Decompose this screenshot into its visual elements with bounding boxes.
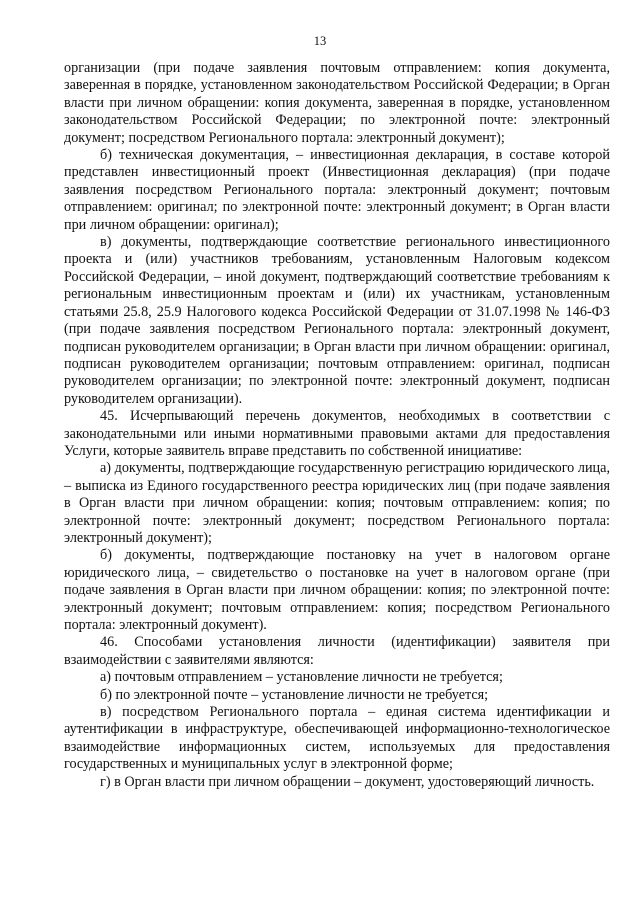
paragraph-item-b-email: б) по электронной почте – установление личности не требуется;: [100, 686, 489, 703]
paragraph-section-45: 45. Исчерпывающий перечень документов, необходимых в соответствии с законодательными или иными нормативными правовыми актами для предоставления Услуги, которые заявитель вправе представить по собственной инициативе:: [64, 408, 610, 459]
paragraph-item-b-technical-docs: б) техническая документация, – инвестиционная декларация, в составе которой представлен инвестиционный проект (Инвестиционная декларация) (при подаче заявления посредством Регионального портала: электронный документ; почтовым отправлением: оригинал; по электронной почте: электронный документ; в Орган власти при личном обращении: оригинал);: [64, 147, 610, 233]
paragraph-item-a-post: а) почтовым отправлением – установление личности не требуется;: [100, 669, 503, 686]
paragraph-item-v-portal: в) посредством Регионального портала – единая система идентификации и аутентификации в инфраструктуре, обеспечивающей информационно-технологическое взаимодействие информационных систем, используемых для предоставления государственных и муниципальных услуг в электронной форме;: [64, 704, 610, 773]
paragraph-item-g-in-person: г) в Орган власти при личном обращении – документ, удостоверяющий личность.: [100, 773, 595, 790]
paragraph-item-a-registration: а) документы, подтверждающие государственную регистрацию юридического лица, – выписка из Единого государственного реестра юридических лиц (при подаче заявления в Орган власти при личном обращении: копия; почтовым отправлением: копия; по электронной почте: электронный документ; посредством Регионального портала: электронный документ);: [64, 460, 610, 546]
paragraph-section-46: 46. Способами установления личности (идентификации) заявителя при взаимодействии с заявителями являются:: [64, 634, 610, 668]
paragraph-item-v-compliance-docs: в) документы, подтверждающие соответствие регионального инвестиционного проекта и (или) участников требованиям, установленным Налоговым кодексом Российской Федерации, – иной документ, подтверждающий соответствие требованиям к региональным инвестиционным проектам и (или) их участникам, установленным статьями 25.8, 25.9 Налогового кодекса Российской Федерации от 31.07.1998 № 146-ФЗ (при подаче заявления посредством Регионального портала: электронный документ, подписан руководителем организации; в Орган власти при личном обращении: оригинал, подписан руководителем организации; почтовым отправлением: оригинал, подписан руководителем организации; по электронной почте: электронный документ, подписан руководителем организации).: [64, 234, 610, 407]
document-body: [64, 60, 610, 791]
paragraph-continuation: организации (при подаче заявления почтовым отправлением: копия документа, заверенная в порядке, установленном законодательством Российской Федерации; в Орган власти при личном обращении: копия документа, заверенная в порядке, установленном законодательством Российской Федерации; по электронной почте: электронный документ; посредством Регионального портала: электронный документ);: [64, 60, 610, 146]
page-number: 13: [313, 34, 327, 48]
paragraph-item-b-tax-registration: б) документы, подтверждающие постановку на учет в налоговом органе юридического лица, – свидетельство о постановке на учет в налоговом органе (при подаче заявления в Орган власти при личном обращении: копия; по электронной почте: электронный документ; почтовым отправлением: копия; посредством Регионального портала: электронный документ).: [64, 547, 610, 633]
